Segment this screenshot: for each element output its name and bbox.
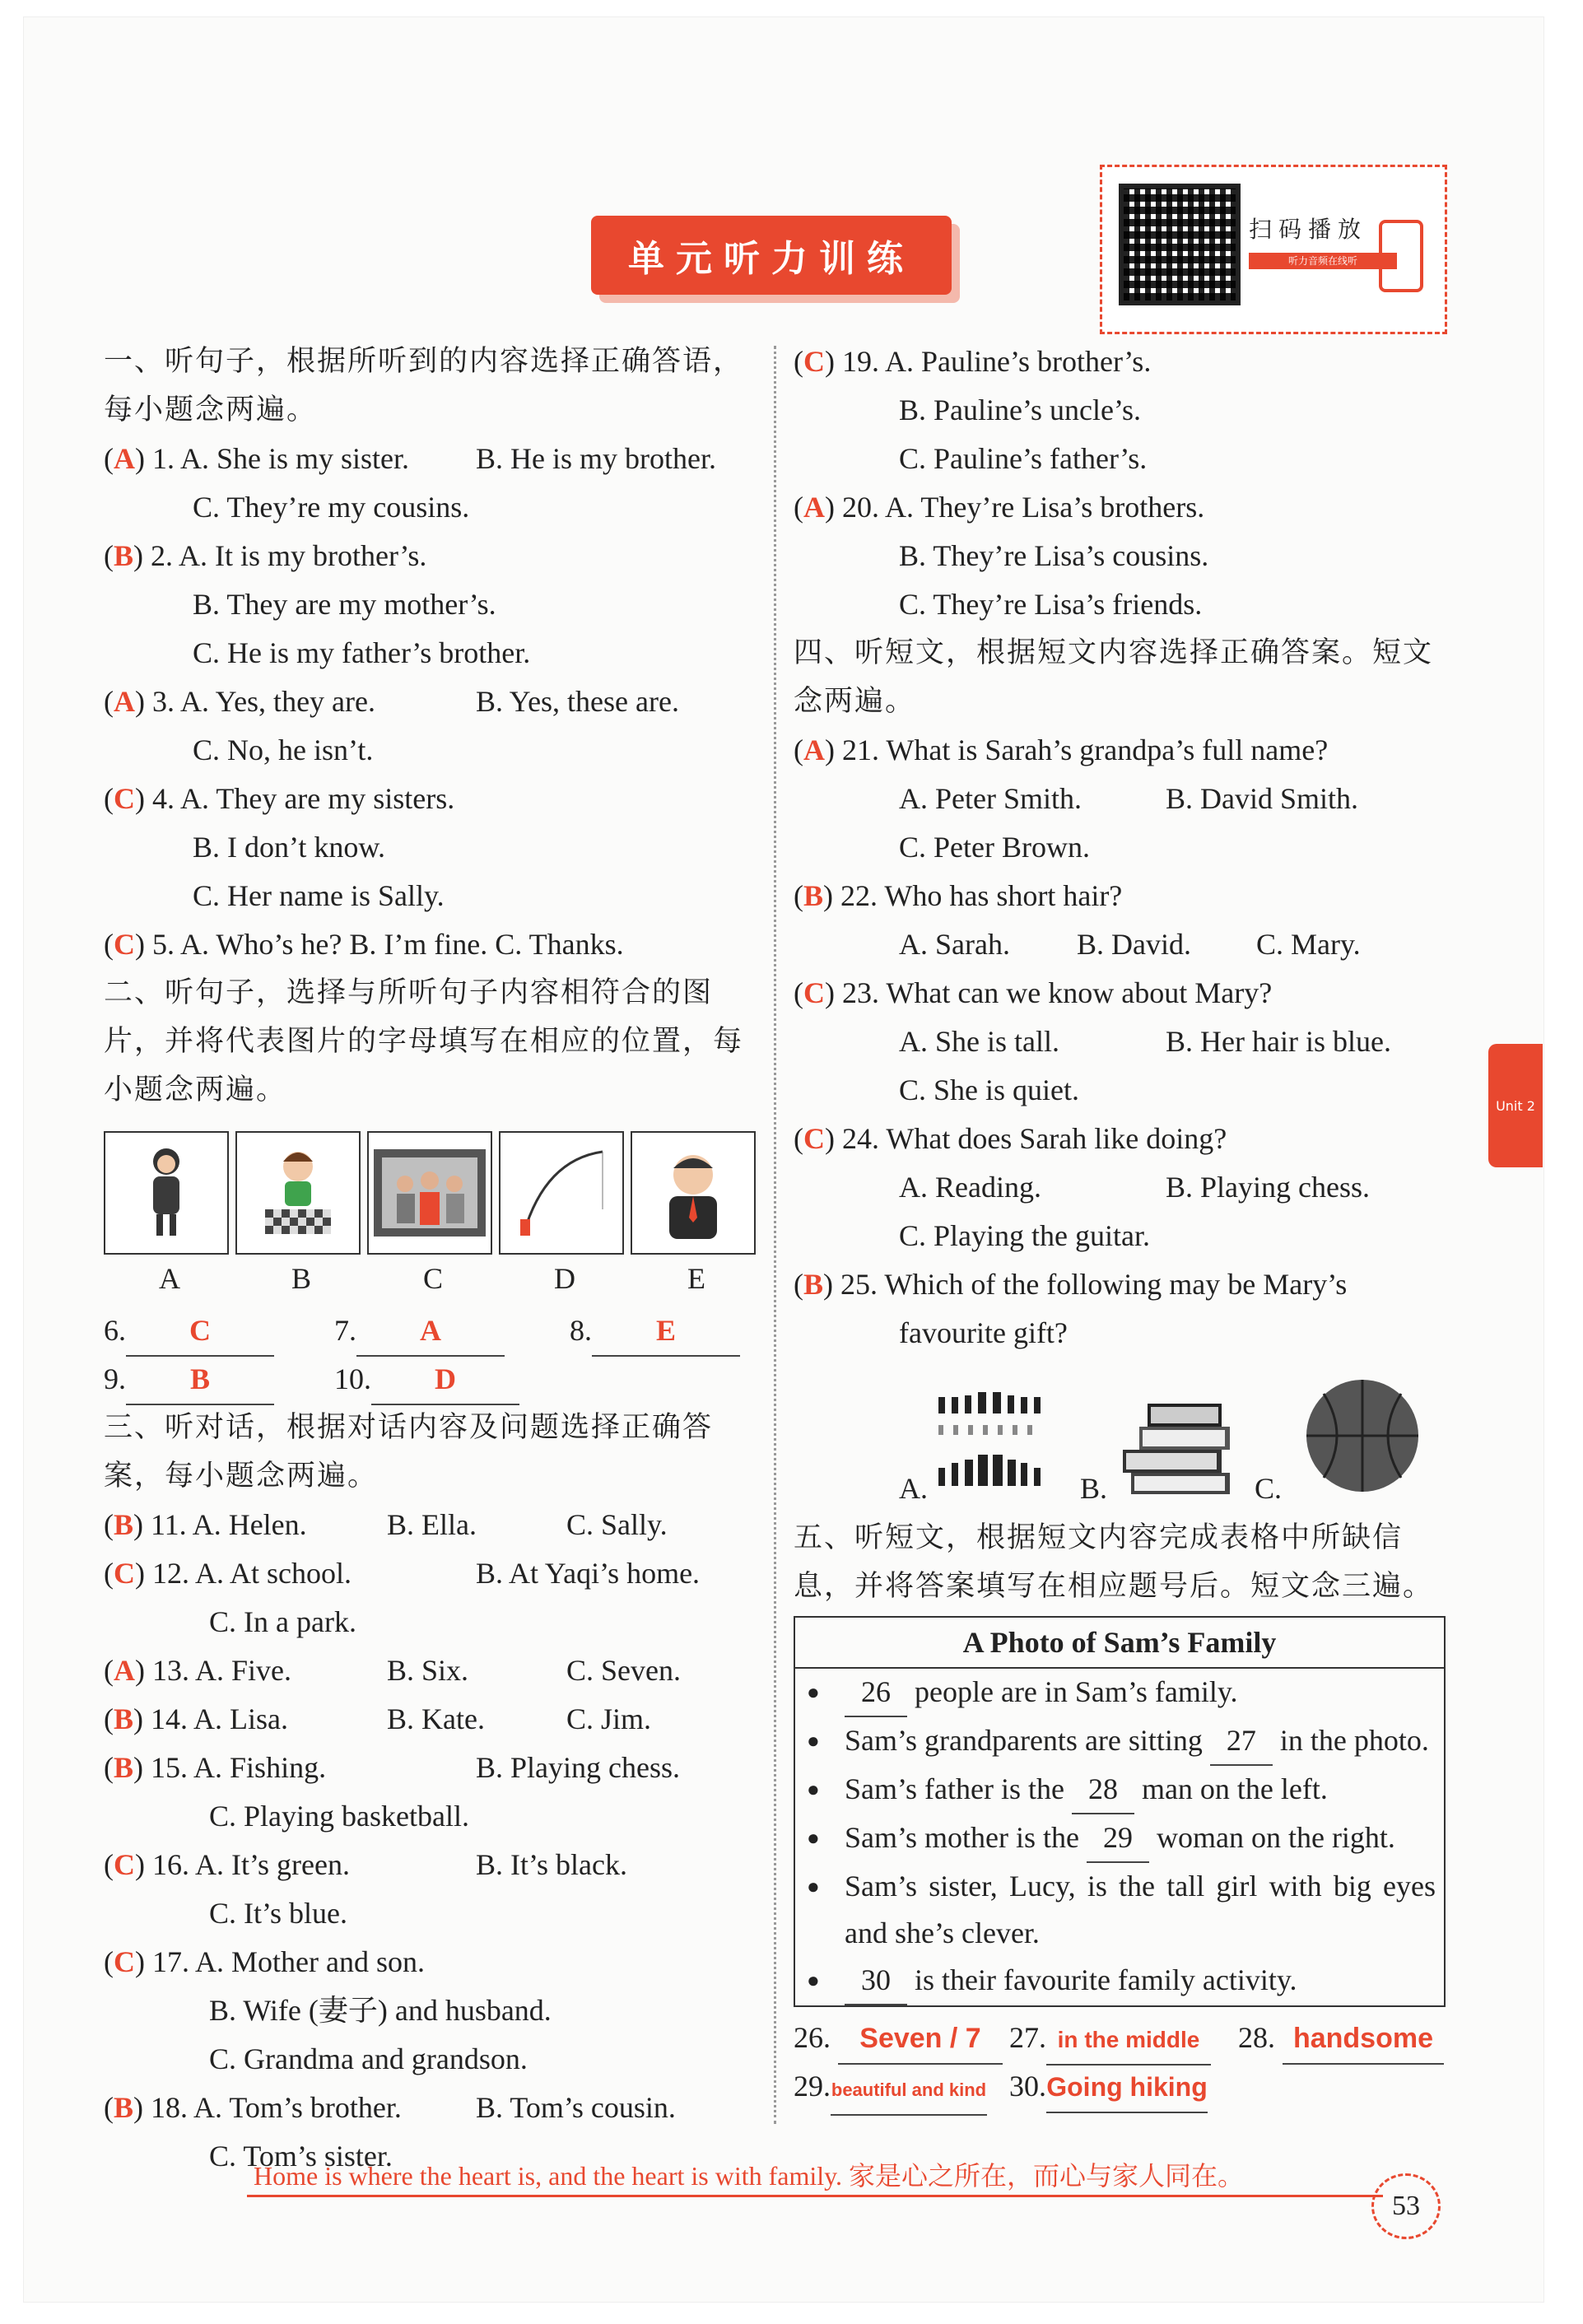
option-b: B. Her hair is blue. [1166,1025,1391,1058]
blank-number: 27 [1210,1717,1273,1766]
qnum: 30. [1009,2070,1046,2103]
option-c: C. Peter Brown. [899,831,1090,864]
option-b: B. Kate. [387,1702,485,1735]
option-c: C. Mary. [1256,928,1361,961]
qnum: 4. [152,782,175,815]
qnum: 28. [1238,2021,1275,2054]
answer-fill[interactable]: handsome [1283,2014,1444,2065]
row-post: man on the left. [1141,1772,1328,1805]
question-2: (B) 2. A. It is my brother’s. [104,539,427,572]
stem: Who has short hair? [884,879,1123,912]
blank-number: 29 [1087,1814,1149,1863]
basketball-picture [1301,1374,1424,1497]
option-a: A. She is my sister. [180,442,410,475]
question-15: (B) 15. A. Fishing. B. Playing chess. [104,1744,762,1792]
option-a: A. Sarah. [899,928,1010,961]
question-23: (C) 23. What can we know about Mary? [794,976,1273,1009]
row-pre: Sam’s grandparents are sitting [845,1724,1203,1757]
question-4: (C) 4. A. They are my sisters. [104,782,455,815]
books-picture [1115,1374,1238,1506]
question-11: (B) 11. A. Helen. B. Ella. C. Sally. [104,1501,762,1549]
answer-blank[interactable]: E [592,1306,740,1357]
stem-continued: favourite gift? [899,1316,1068,1349]
option-a: A. Helen. [192,1508,307,1541]
option-b: B. Ella. [387,1508,477,1541]
option-a: A. Who’s he? [180,928,342,961]
label-a: A [159,1262,180,1295]
options [794,920,1452,969]
option-c: C. Thanks. [495,928,624,961]
option-a: A. Tom’s brother. [193,2091,402,2124]
answer: C [803,976,825,1009]
qnum: 22. [840,879,878,912]
option-c: C. He is my father’s brother. [193,636,531,669]
option-c: C. Grandma and grandson. [209,2042,528,2075]
man-picture [631,1131,756,1255]
fishing-rod-picture [499,1131,624,1255]
sec3-heading: 三、听对话，根据对话内容及问题选择正确答案，每小题念两遍。 [104,1411,714,1493]
table-title: A Photo of Sam’s Family [795,1618,1444,1669]
option-a: A. It is my brother’s. [179,539,427,572]
picture-row [104,1131,762,1255]
qnum: 18. [151,2091,189,2124]
option-c: C. No, he isn’t. [193,734,374,766]
section-title-text: 单元听力训练 [628,238,915,280]
answer-fill[interactable]: Going hiking [1046,2063,1208,2113]
qnum: 25. [840,1268,878,1301]
table-row [795,1669,1444,1717]
qnum: 3. [152,685,175,718]
option-a: A. Fishing. [193,1751,327,1784]
stem: Which of the following may be Mary’s [884,1268,1348,1301]
answer-fill[interactable]: beautiful and kind [831,2066,987,2116]
column-divider [774,346,776,2124]
answers-29-30 [794,2062,1452,2111]
question-12: (C) 12. A. At school. B. At Yaqi’s home. [104,1549,762,1598]
label-d: D [554,1262,575,1295]
option-a: A. It’s green. [195,1848,350,1881]
left-column [104,338,762,2181]
question-1: (A) 1. A. She is my sister. B. He is my brother. [104,435,762,483]
answer: B [114,2091,134,2124]
option-b: B. Playing chess. [1166,1171,1370,1204]
qr-card[interactable] [1100,165,1447,334]
option-b: B. Pauline’s uncle’s. [899,394,1141,426]
answer: C [803,1122,825,1155]
option-b: B. It’s black. [476,1848,627,1881]
qnum: 12. [152,1557,189,1590]
qnum: 21. [842,734,879,766]
answer: A [803,491,825,524]
option-c: C. Sally. [566,1508,668,1541]
option-c: C. They’re my cousins. [193,491,470,524]
option-a: A. Five. [195,1654,292,1687]
question-18: (B) 18. A. Tom’s brother. B. Tom’s cousin. [104,2084,762,2132]
question-22: (B) 22. Who has short hair? [794,879,1123,912]
blank-number: 28 [1072,1766,1134,1814]
option-c: C. Playing the guitar. [899,1219,1150,1252]
answer-blank[interactable]: C [126,1306,274,1357]
picture-labels [104,1255,762,1303]
right-column [794,338,1452,2111]
option-b: B. Wife (妻子) and husband. [209,1994,552,2027]
option-c: C. Seven. [566,1654,681,1687]
question-5: (C) 5. A. Who’s he? B. I’m fine. C. Thanks. [104,928,624,961]
stem: What does Sarah like doing? [886,1122,1227,1155]
row-post: is their favourite family activity. [915,1963,1297,1996]
answer-blank[interactable]: D [371,1355,519,1405]
answer: B [114,1702,134,1735]
boy-chess-picture [235,1131,361,1255]
qnum: 23. [842,976,879,1009]
question-14: (B) 14. A. Lisa. B. Kate. C. Jim. [104,1695,762,1744]
option-a: A. Mother and son. [195,1945,425,1978]
option-b: B. Tom’s cousin. [476,2091,676,2124]
qnum: 2. [151,539,174,572]
qnum: 13. [152,1654,189,1687]
qnum: 14. [151,1702,189,1735]
qnum: 26. [794,2021,831,2054]
option-b: B. He is my brother. [476,442,716,475]
option-b: B. At Yaqi’s home. [476,1557,701,1590]
answer: C [114,928,135,961]
qnum: 17. [152,1945,189,1978]
question-21: (A) 21. What is Sarah’s grandpa’s full name? [794,734,1329,766]
qnum: 10. [334,1362,371,1395]
option-a: A. Reading. [899,1171,1041,1204]
table-row [795,1814,1444,1863]
blank-number: 30 [845,1957,907,2005]
qnum: 7. [334,1314,356,1347]
option-b: B. I’m fine. [349,928,488,961]
chess-pieces-picture [934,1381,1049,1504]
qnum: 9. [104,1362,126,1395]
option-a: A. Yes, they are. [180,685,375,718]
footer-line [247,2195,1383,2197]
answer: C [114,1848,135,1881]
option-c: C. Tom’s sister. [209,2140,393,2173]
answer: B [114,1751,134,1784]
qnum: 15. [151,1751,189,1784]
answer: A [114,1654,135,1687]
option-a: A. Lisa. [193,1702,289,1735]
option-b: B. [1080,1472,1108,1505]
qnum: 19. [842,345,879,378]
row-post: in the photo. [1279,1724,1429,1757]
option-c: C. In a park. [209,1605,356,1638]
qnum: 8. [570,1314,592,1347]
option-a: A. Peter Smith. [899,782,1082,815]
question-20: (A) 20. A. They’re Lisa’s brothers. [794,491,1205,524]
option-c: C. Pauline’s father’s. [899,442,1148,475]
sec2-heading: 二、听句子，选择与所听句子内容相符合的图片，并将代表图片的字母填写在相应的位置，每小题念两遍。 [104,976,744,1106]
table-row [795,1957,1444,2005]
option-c: C. Her name is Sally. [193,879,445,912]
answer: C [114,1945,135,1978]
girl-picture [104,1131,229,1255]
scan-sublabel: 听力音频在线听 [1249,253,1397,269]
sec5-heading: 五、听短文，根据短文内容完成表格中所缺信息，并将答案填写在相应题号后。短文念三遍。 [794,1521,1434,1603]
option-a: A. They are my sisters. [180,782,455,815]
table-row [795,1766,1444,1814]
scan-label: 扫码播放 [1249,216,1368,243]
option-c: C. Jim. [566,1702,652,1735]
row-post: woman on the right. [1156,1821,1395,1854]
stem: What is Sarah’s grandpa’s full name? [886,734,1329,766]
answer-fill[interactable]: in the middle [1046,2015,1211,2066]
family-table [794,1616,1446,2007]
option-c: C. It’s blue. [209,1897,347,1930]
qnum: 24. [842,1122,879,1155]
section-title [591,216,952,295]
row-pre: Sam’s father is the [845,1772,1064,1805]
label-b: B [291,1262,311,1295]
row-pre: Sam’s sister, Lucy, is the tall girl with big eyes and she’s clever. [845,1870,1436,1949]
qnum: 27. [1009,2021,1046,2054]
qnum: 1. [152,442,175,475]
table-row [795,1717,1444,1766]
answer: B [114,1508,134,1541]
option-b: B. Yes, these are. [476,685,679,718]
answer-blank[interactable]: B [126,1355,274,1405]
option-b: B. They’re Lisa’s cousins. [899,539,1209,572]
options [794,775,1452,823]
qnum: 6. [104,1314,126,1347]
question-25: (B) 25. Which of the following may be Mary’s [794,1268,1348,1301]
question-13: (A) 13. A. Five. B. Six. C. Seven. [104,1646,762,1695]
option-b: B. Playing chess. [476,1751,680,1784]
option-c: C. [1255,1472,1283,1505]
answer-fill[interactable]: Seven / 7 [838,2014,1003,2065]
option-b: B. David Smith. [1166,782,1359,815]
answer: B [114,539,134,572]
gift-options [794,1358,1452,1514]
question-16: (C) 16. A. It’s green. B. It’s black. [104,1841,762,1889]
page-number: 53 [1371,2173,1441,2239]
option-c: C. They’re Lisa’s friends. [899,588,1203,621]
answer: C [114,782,135,815]
unit-tab[interactable]: Unit 2 [1488,1044,1543,1167]
qr-code-icon[interactable] [1119,184,1241,305]
option-a: A. [899,1472,928,1505]
sec1-heading: 一、听句子，根据所听到的内容选择正确答语，每小题念两遍。 [104,345,744,426]
option-b: B. I don’t know. [193,831,385,864]
answers-6-8 [104,1306,762,1355]
answer: B [803,879,824,912]
option-c: C. Playing basketball. [209,1800,469,1833]
option-a: A. Pauline’s brother’s. [885,345,1152,378]
question-17: (C) 17. A. Mother and son. [104,1945,425,1978]
blank-number: 26 [845,1669,907,1717]
option-b: B. They are my mother’s. [193,588,496,621]
label-e: E [687,1262,705,1295]
stem: What can we know about Mary? [886,976,1273,1009]
answer: A [114,442,135,475]
qnum: 16. [152,1848,189,1881]
question-19: (C) 19. A. Pauline’s brother’s. [794,345,1152,378]
qnum: 11. [151,1508,187,1541]
option-b: B. David. [1077,928,1191,961]
answer: C [114,1557,135,1590]
option-a: A. At school. [195,1557,352,1590]
question-3: (A) 3. A. Yes, they are. B. Yes, these are. [104,678,762,726]
option-a: A. They’re Lisa’s brothers. [885,491,1205,524]
question-24: (C) 24. What does Sarah like doing? [794,1122,1227,1155]
option-a: A. She is tall. [899,1025,1059,1058]
answer: A [114,685,135,718]
options [794,1163,1452,1212]
qnum: 20. [842,491,879,524]
qnum: 29. [794,2070,831,2103]
answers-9-10 [104,1355,762,1404]
answer: C [803,345,825,378]
qnum: 5. [152,928,175,961]
family-photo-picture [367,1131,492,1255]
footer-quote: Home is where the heart is, and the heart is with family. 家是心之所在，而心与家人同在。 [254,2161,1245,2191]
sec4-heading: 四、听短文，根据短文内容选择正确答案。短文念两遍。 [794,636,1434,718]
answer: A [803,734,825,766]
row-pre: Sam’s mother is the [845,1821,1079,1854]
label-c: C [422,1262,443,1295]
table-row [795,1863,1444,1957]
answer: B [803,1268,824,1301]
option-b: B. Six. [387,1654,469,1687]
answers-26-28 [794,2014,1452,2062]
row-post: people are in Sam’s family. [915,1675,1238,1708]
phone-icon [1379,220,1423,292]
options [794,1018,1452,1066]
option-c: C. She is quiet. [899,1074,1080,1106]
answer-blank[interactable]: A [356,1306,505,1357]
